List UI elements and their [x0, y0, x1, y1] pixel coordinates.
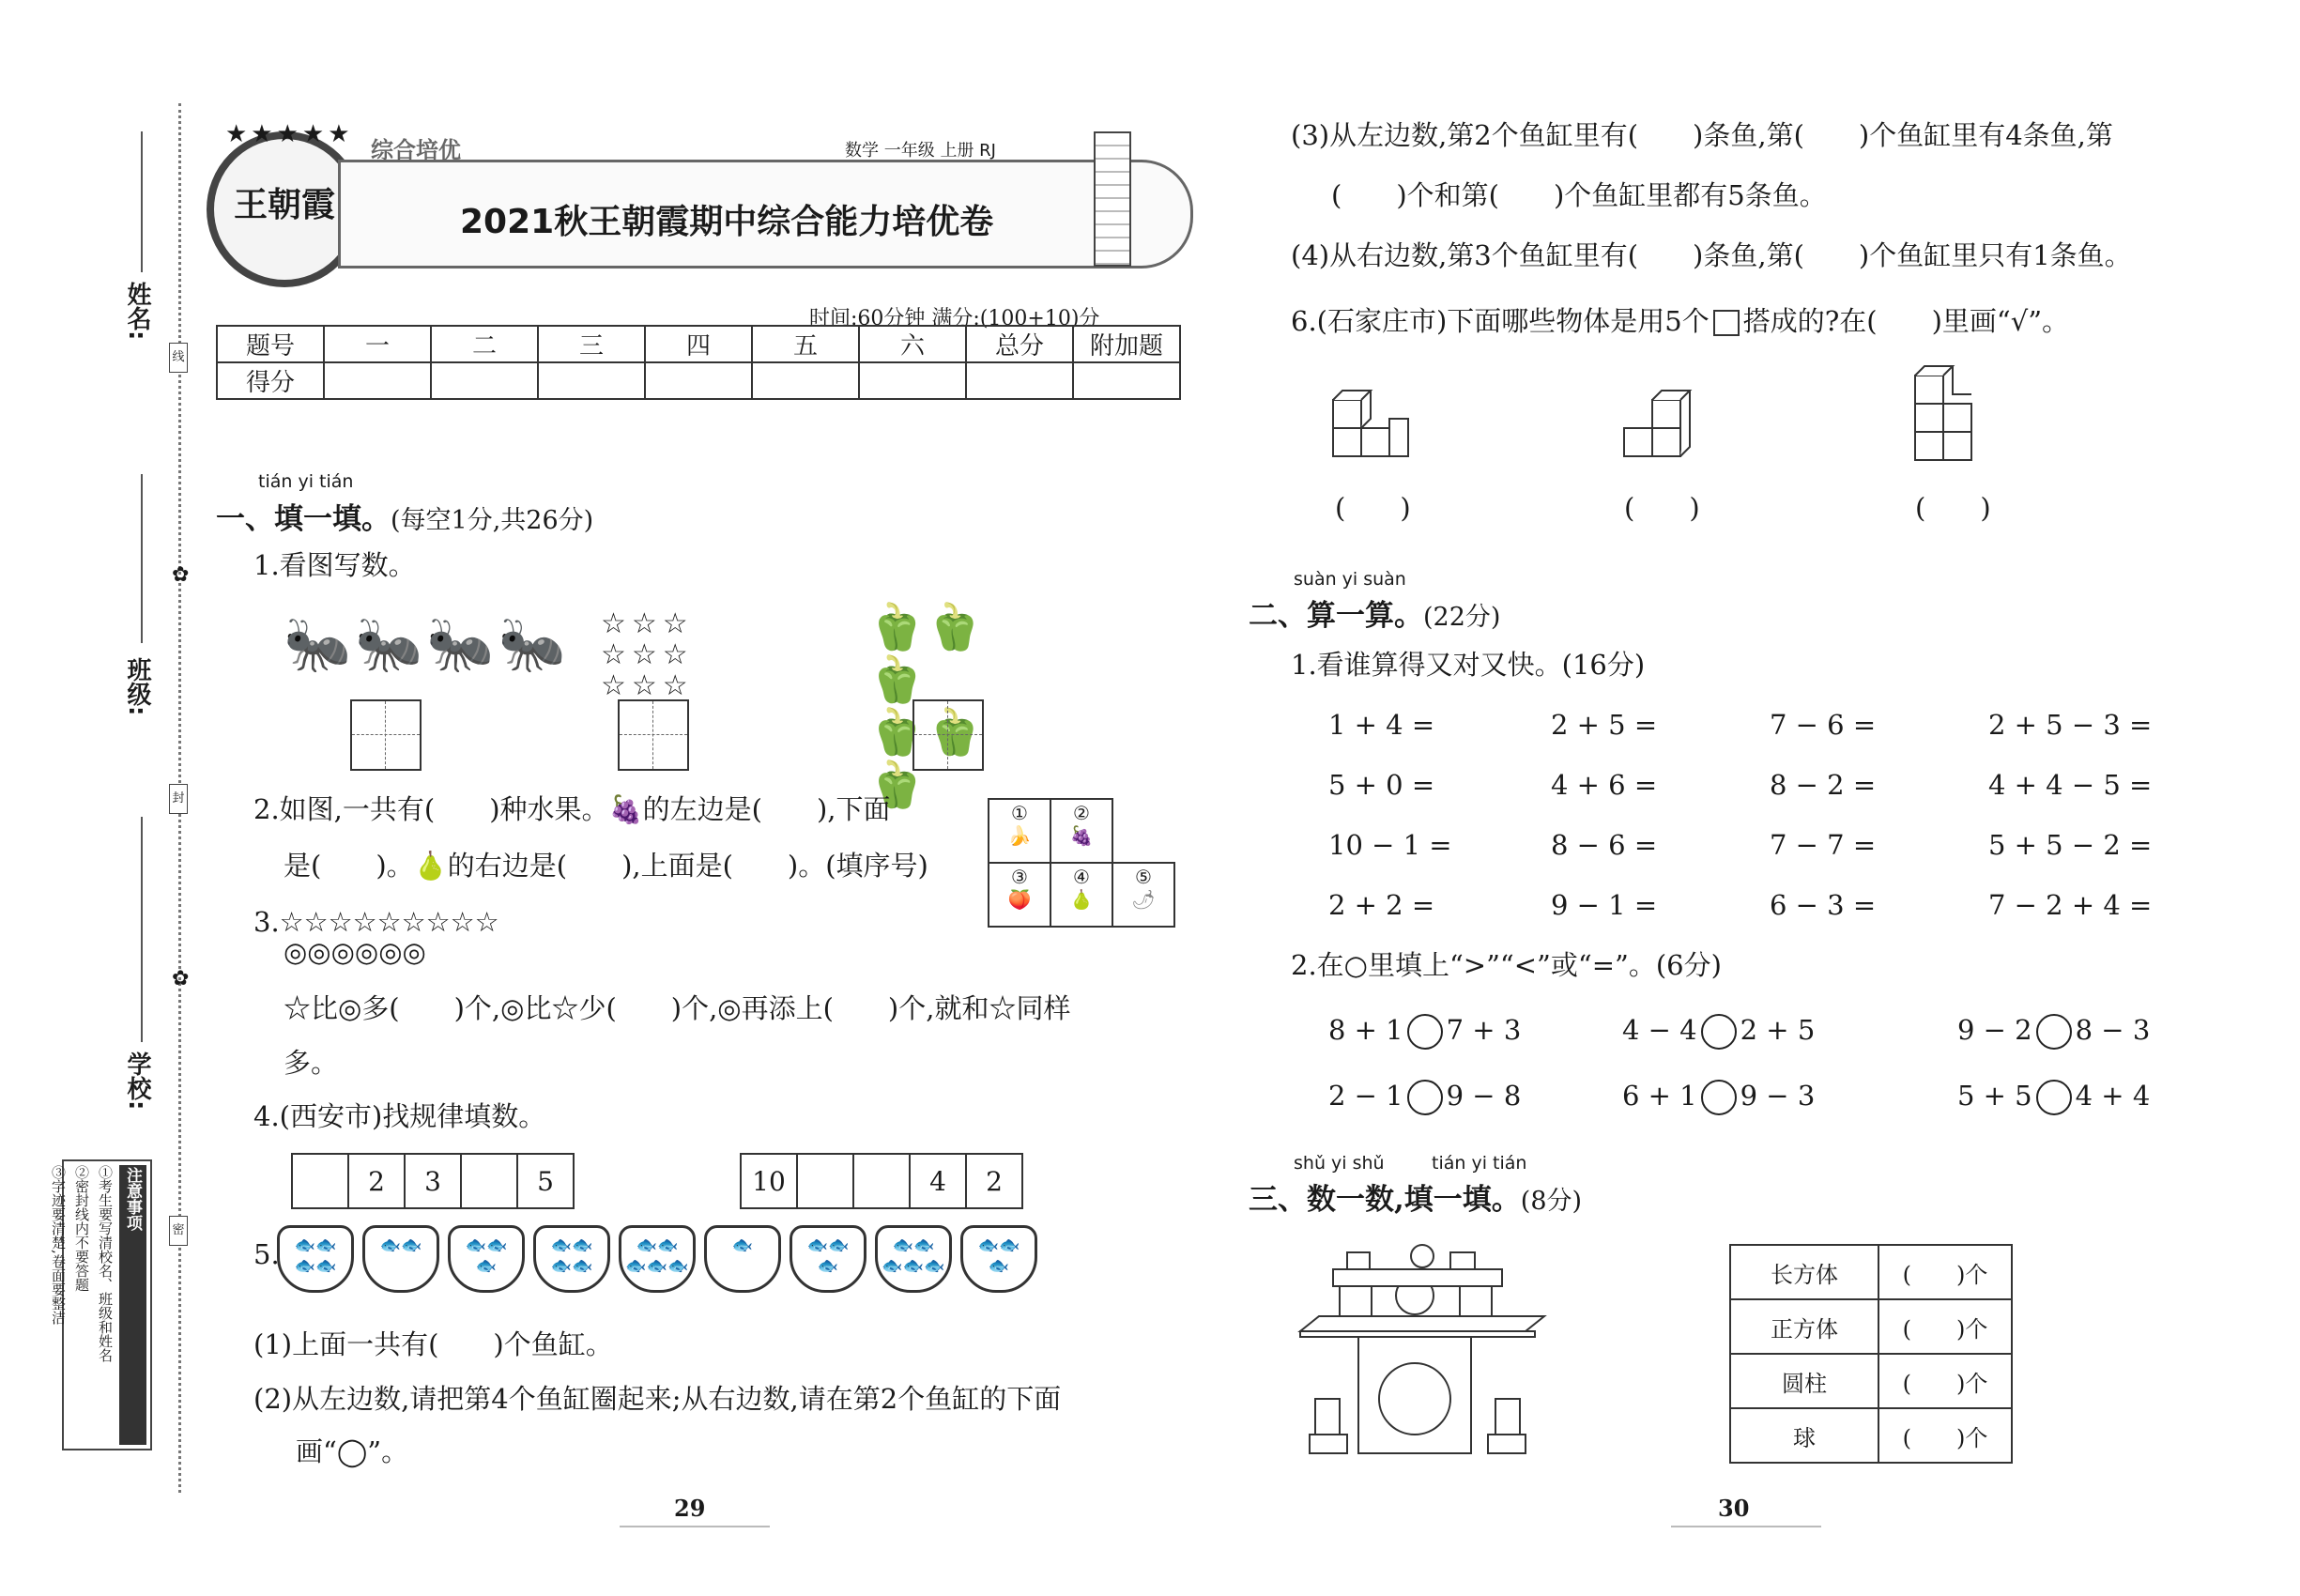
page-number-right: 30: [1718, 1495, 1750, 1522]
grape-icon: 🍇: [608, 793, 643, 825]
sec1-note: (每空1分,共26分): [391, 506, 594, 535]
seal-mark-seal: 封: [169, 784, 188, 814]
q2-text-b: 的左边是( ),下面: [642, 793, 891, 825]
compare-item: [1328, 1014, 1521, 1050]
grid-cell-2: [1050, 799, 1112, 863]
pear-icon: 🍐: [413, 850, 448, 882]
seq-cell: 10: [741, 1154, 797, 1208]
calc-item: 2 + 2 =: [1328, 889, 1435, 921]
score-col: 二: [431, 326, 538, 362]
q5-2a: (2)从左边数,请把第4个鱼缸圈起来;从右边数,请在第2个鱼缸的下面: [253, 1383, 1062, 1415]
count-answer[interactable]: ( )个: [1878, 1299, 2012, 1354]
seq-cell[interactable]: [461, 1154, 517, 1208]
seq-cell: 2: [348, 1154, 405, 1208]
star-picture: ☆☆☆ ☆☆☆ ☆☆☆: [601, 607, 694, 702]
q2-text-d: 的右边是( ),上面是( )。(填序号): [447, 850, 928, 882]
cube-icon: [1713, 310, 1740, 336]
page-number-left: 29: [674, 1495, 706, 1522]
grid-num: ⑤: [1135, 866, 1152, 888]
time-info: 时间:60分钟 满分:(100+10)分: [809, 307, 1100, 330]
count-label: 长方体: [1730, 1245, 1878, 1299]
sec2-title-text: 二、算一算。: [1249, 599, 1423, 633]
sec2-note: (22分): [1423, 603, 1501, 632]
compare-item: [1328, 1080, 1521, 1115]
score-cell[interactable]: [324, 362, 431, 399]
compare-left: 4 − 4: [1622, 1014, 1697, 1046]
sec2-q2: 2.在○里填上“>”“<”或“=”。(6分): [1291, 949, 1722, 981]
name-field[interactable]: [141, 131, 143, 272]
fishbowl-row: [277, 1225, 1037, 1293]
cube-stack-b: [1622, 383, 1707, 458]
fishbowl-icon: 🐟🐟: [362, 1225, 439, 1293]
cube-stack-a: [1331, 387, 1416, 462]
calc-item: 6 − 3 =: [1770, 889, 1877, 921]
q6-text-b: 搭成的?在( )里画“√”。: [1742, 305, 2070, 337]
sec1-title-text: 一、填一填。: [216, 502, 391, 536]
score-cell[interactable]: [966, 362, 1073, 399]
ant-picture: 🐜🐜🐜🐜: [284, 612, 570, 676]
seq-cell[interactable]: [292, 1154, 348, 1208]
calc-item: 7 − 2 + 4 =: [1988, 889, 2153, 921]
calc-item: 1 + 4 =: [1328, 709, 1435, 741]
count-label: 球: [1730, 1408, 1878, 1463]
score-cell[interactable]: [538, 362, 645, 399]
compare-right: 9 − 8: [1446, 1080, 1522, 1112]
footer-ornament: [1671, 1526, 1821, 1527]
count-answer[interactable]: ( )个: [1878, 1245, 2012, 1299]
calc-item: 2 + 5 − 3 =: [1988, 709, 2153, 741]
grid-num: ③: [1011, 866, 1028, 888]
q6-line: [1291, 305, 2070, 337]
subject-info: 数学 一年级 上册 RJ: [845, 141, 996, 161]
q4-text: 4.(西安市)找规律填数。: [253, 1100, 546, 1132]
logo-crown-icon: ★★★★★: [225, 120, 354, 148]
fishbowl-icon: 🐟: [704, 1225, 781, 1293]
score-row-head: 得分: [217, 362, 324, 399]
score-col: 四: [645, 326, 752, 362]
calc-item: 5 + 5 − 2 =: [1988, 829, 2153, 861]
sec3-title-text: 三、数一数,填一填。: [1249, 1183, 1521, 1217]
calc-item: 10 − 1 =: [1328, 829, 1452, 861]
grid-cell-3: [989, 863, 1050, 927]
notice-item: ②密封线内不要答题: [73, 1165, 90, 1292]
compare-left: 8 + 1: [1328, 1014, 1403, 1046]
score-col: 三: [538, 326, 645, 362]
fishbowl-icon: 🐟🐟 🐟🐟: [533, 1225, 610, 1293]
notice-box: [50, 1159, 152, 1450]
calc-item: 7 − 6 =: [1770, 709, 1877, 741]
sequence-1: [291, 1153, 575, 1209]
answer-grid[interactable]: [912, 699, 984, 771]
grid-cell-5: [1112, 863, 1174, 927]
score-cell[interactable]: [431, 362, 538, 399]
score-col: 附加题: [1073, 326, 1180, 362]
compare-right: 7 + 3: [1446, 1014, 1522, 1046]
seal-mark-line: 线: [169, 343, 188, 373]
q1-text: 1.看图写数。: [253, 549, 416, 581]
compare-item: [1622, 1014, 1815, 1050]
score-col: 一: [324, 326, 431, 362]
sec2-pinyin: suàn yi suàn: [1294, 569, 1406, 590]
compare-right: 8 − 3: [2075, 1014, 2151, 1046]
calc-item: 8 − 6 =: [1551, 829, 1658, 861]
calc-item: 7 − 7 =: [1770, 829, 1877, 861]
sec3-note: (8分): [1520, 1187, 1583, 1216]
sec3-title: [1249, 1175, 1582, 1218]
sec1-title: [216, 495, 593, 537]
q2-line2: [284, 852, 928, 880]
q3-line2: 多。: [284, 1047, 339, 1079]
compare-item: [1957, 1080, 2150, 1115]
exam-title: 2021秋王朝霞期中综合能力培优卷: [460, 203, 994, 241]
compare-circle[interactable]: [1407, 1014, 1443, 1050]
compare-right: 2 + 5: [1740, 1014, 1816, 1046]
calc-item: 4 + 4 − 5 =: [1988, 769, 2153, 801]
fishbowl-icon: 🐟🐟 🐟🐟🐟: [619, 1225, 696, 1293]
class-label: 班级:: [123, 657, 151, 716]
compare-right: 4 + 4: [2075, 1080, 2151, 1112]
compare-item: [1622, 1080, 1815, 1115]
grid-cell-4: [1050, 863, 1112, 927]
school-label: 学校:: [123, 1051, 151, 1111]
binding-ornament-icon: ✿: [172, 967, 190, 990]
compare-item: [1957, 1014, 2150, 1050]
compare-left: 5 + 5: [1957, 1080, 2032, 1112]
grid-num: ①: [1011, 802, 1028, 824]
score-col: 五: [752, 326, 859, 362]
fishbowl-icon: 🐟🐟 🐟: [448, 1225, 525, 1293]
compare-circle[interactable]: [1701, 1014, 1737, 1050]
score-col: 六: [859, 326, 966, 362]
seal-mark-secret: 密: [169, 1216, 188, 1246]
calc-item: 9 − 1 =: [1551, 889, 1658, 921]
q2-text-c: 是( )。: [284, 850, 414, 882]
notice-title: 注意事项: [119, 1165, 146, 1445]
fishbowl-icon: 🐟🐟 🐟: [960, 1225, 1037, 1293]
sec3-pinyin-1: shǔ yi shǔ: [1294, 1153, 1385, 1174]
block-building-picture: [1291, 1237, 1563, 1455]
score-cell[interactable]: [752, 362, 859, 399]
banner-label: 综合培优: [371, 137, 461, 163]
q5-text: 5.: [253, 1238, 280, 1270]
q5-4: (4)从右边数,第3个鱼缸里有( )条鱼,第( )个鱼缸里只有1条鱼。: [1291, 239, 2132, 271]
compare-left: 9 − 2: [1957, 1014, 2032, 1046]
notice-item: ③字迹要清楚,卷面要整洁: [50, 1165, 67, 1325]
logo-name: 王朝霞: [233, 185, 335, 224]
answer-grid[interactable]: [618, 699, 689, 771]
score-cell[interactable]: [1073, 362, 1180, 399]
calc-item: 8 − 2 =: [1770, 769, 1877, 801]
seq-cell: 5: [517, 1154, 574, 1208]
class-field[interactable]: [141, 474, 143, 643]
q3-stars: 3.☆☆☆☆☆☆☆☆☆: [253, 906, 499, 938]
q5-3a: (3)从左边数,第2个鱼缸里有( )条鱼,第( )个鱼缸里有4条鱼,第: [1291, 119, 2113, 151]
pear-icon: 🍐: [1069, 888, 1094, 911]
notice-item: ①考生要写清校名、班级和姓名: [97, 1165, 114, 1362]
seq-cell[interactable]: [853, 1154, 910, 1208]
binding-ornament-icon: ✿: [172, 563, 190, 587]
compare-left: 6 + 1: [1622, 1080, 1697, 1112]
seq-cell: 3: [405, 1154, 461, 1208]
q6-answer-b[interactable]: ( ): [1624, 492, 1700, 524]
grape-icon: 🍇: [1069, 824, 1094, 847]
q6-answer-a[interactable]: ( ): [1335, 492, 1411, 524]
q6-answer-c[interactable]: ( ): [1915, 492, 1991, 524]
count-label: 圆柱: [1730, 1354, 1878, 1408]
q5-2b: 画“◯”。: [296, 1435, 409, 1467]
count-label: 正方体: [1730, 1299, 1878, 1354]
peach-icon: 🍑: [1007, 888, 1032, 911]
q5-1: (1)上面一共有( )个鱼缸。: [253, 1328, 613, 1360]
compare-circle[interactable]: [2036, 1080, 2072, 1115]
count-table: [1729, 1244, 2013, 1464]
compare-right: 9 − 3: [1740, 1080, 1816, 1112]
answer-grid[interactable]: [350, 699, 422, 771]
q2-line1: [253, 793, 891, 825]
sec2-q1: 1.看谁算得又对又快。(16分): [1291, 649, 1646, 681]
lighthouse-icon: [1094, 131, 1131, 267]
score-cell[interactable]: [859, 362, 966, 399]
fishbowl-icon: 🐟🐟 🐟🐟: [277, 1225, 354, 1293]
grid-cell-1: [989, 799, 1050, 863]
sec2-title: [1249, 591, 1500, 634]
score-table-head: 题号: [217, 326, 324, 362]
cube-stack-c: [1913, 364, 1998, 468]
footer-ornament: [620, 1526, 770, 1527]
pepper-picture: 🫑🫑🫑 🫑🫑🫑: [868, 601, 985, 811]
calc-item: 4 + 6 =: [1551, 769, 1658, 801]
sec1-pinyin: tián yi tián: [258, 471, 354, 492]
compare-circle[interactable]: [2036, 1014, 2072, 1050]
seq-cell: 2: [966, 1154, 1022, 1208]
sequence-2: [740, 1153, 1023, 1209]
score-col: 总分: [966, 326, 1073, 362]
banana-icon: 🍌: [1007, 824, 1032, 847]
q3-circles: ◎◎◎◎◎◎: [284, 936, 426, 968]
count-answer[interactable]: ( )个: [1878, 1354, 2012, 1408]
score-cell[interactable]: [645, 362, 752, 399]
seq-cell: 4: [910, 1154, 966, 1208]
compare-left: 2 − 1: [1328, 1080, 1403, 1112]
school-field[interactable]: [141, 817, 143, 1042]
q3-line1: ☆比◎多( )个,◎比☆少( )个,◎再添上( )个,就和☆同样: [284, 992, 1071, 1024]
compare-circle[interactable]: [1701, 1080, 1737, 1115]
seq-cell[interactable]: [797, 1154, 853, 1208]
grid-num: ④: [1073, 866, 1090, 888]
q5-3b: ( )个和第( )个鱼缸里都有5条鱼。: [1331, 179, 1827, 211]
q2-text-a: 2.如图,一共有( )种水果。: [253, 793, 609, 825]
sec3-pinyin-2: tián yi tián: [1432, 1153, 1527, 1174]
fruit-grid: [988, 798, 1175, 928]
calc-item: 2 + 5 =: [1551, 709, 1658, 741]
compare-circle[interactable]: [1407, 1080, 1443, 1115]
score-table: [216, 325, 1181, 400]
calc-item: 5 + 0 =: [1328, 769, 1435, 801]
fishbowl-icon: 🐟🐟 🐟: [790, 1225, 866, 1293]
count-answer[interactable]: ( )个: [1878, 1408, 2012, 1463]
name-label: 姓名:: [123, 282, 151, 341]
grid-num: ②: [1073, 802, 1090, 824]
pepper-icon: 🌶: [1131, 888, 1156, 911]
fishbowl-icon: 🐟🐟 🐟🐟🐟: [875, 1225, 952, 1293]
q6-text-a: 6.(石家庄市)下面哪些物体是用5个: [1291, 305, 1710, 337]
